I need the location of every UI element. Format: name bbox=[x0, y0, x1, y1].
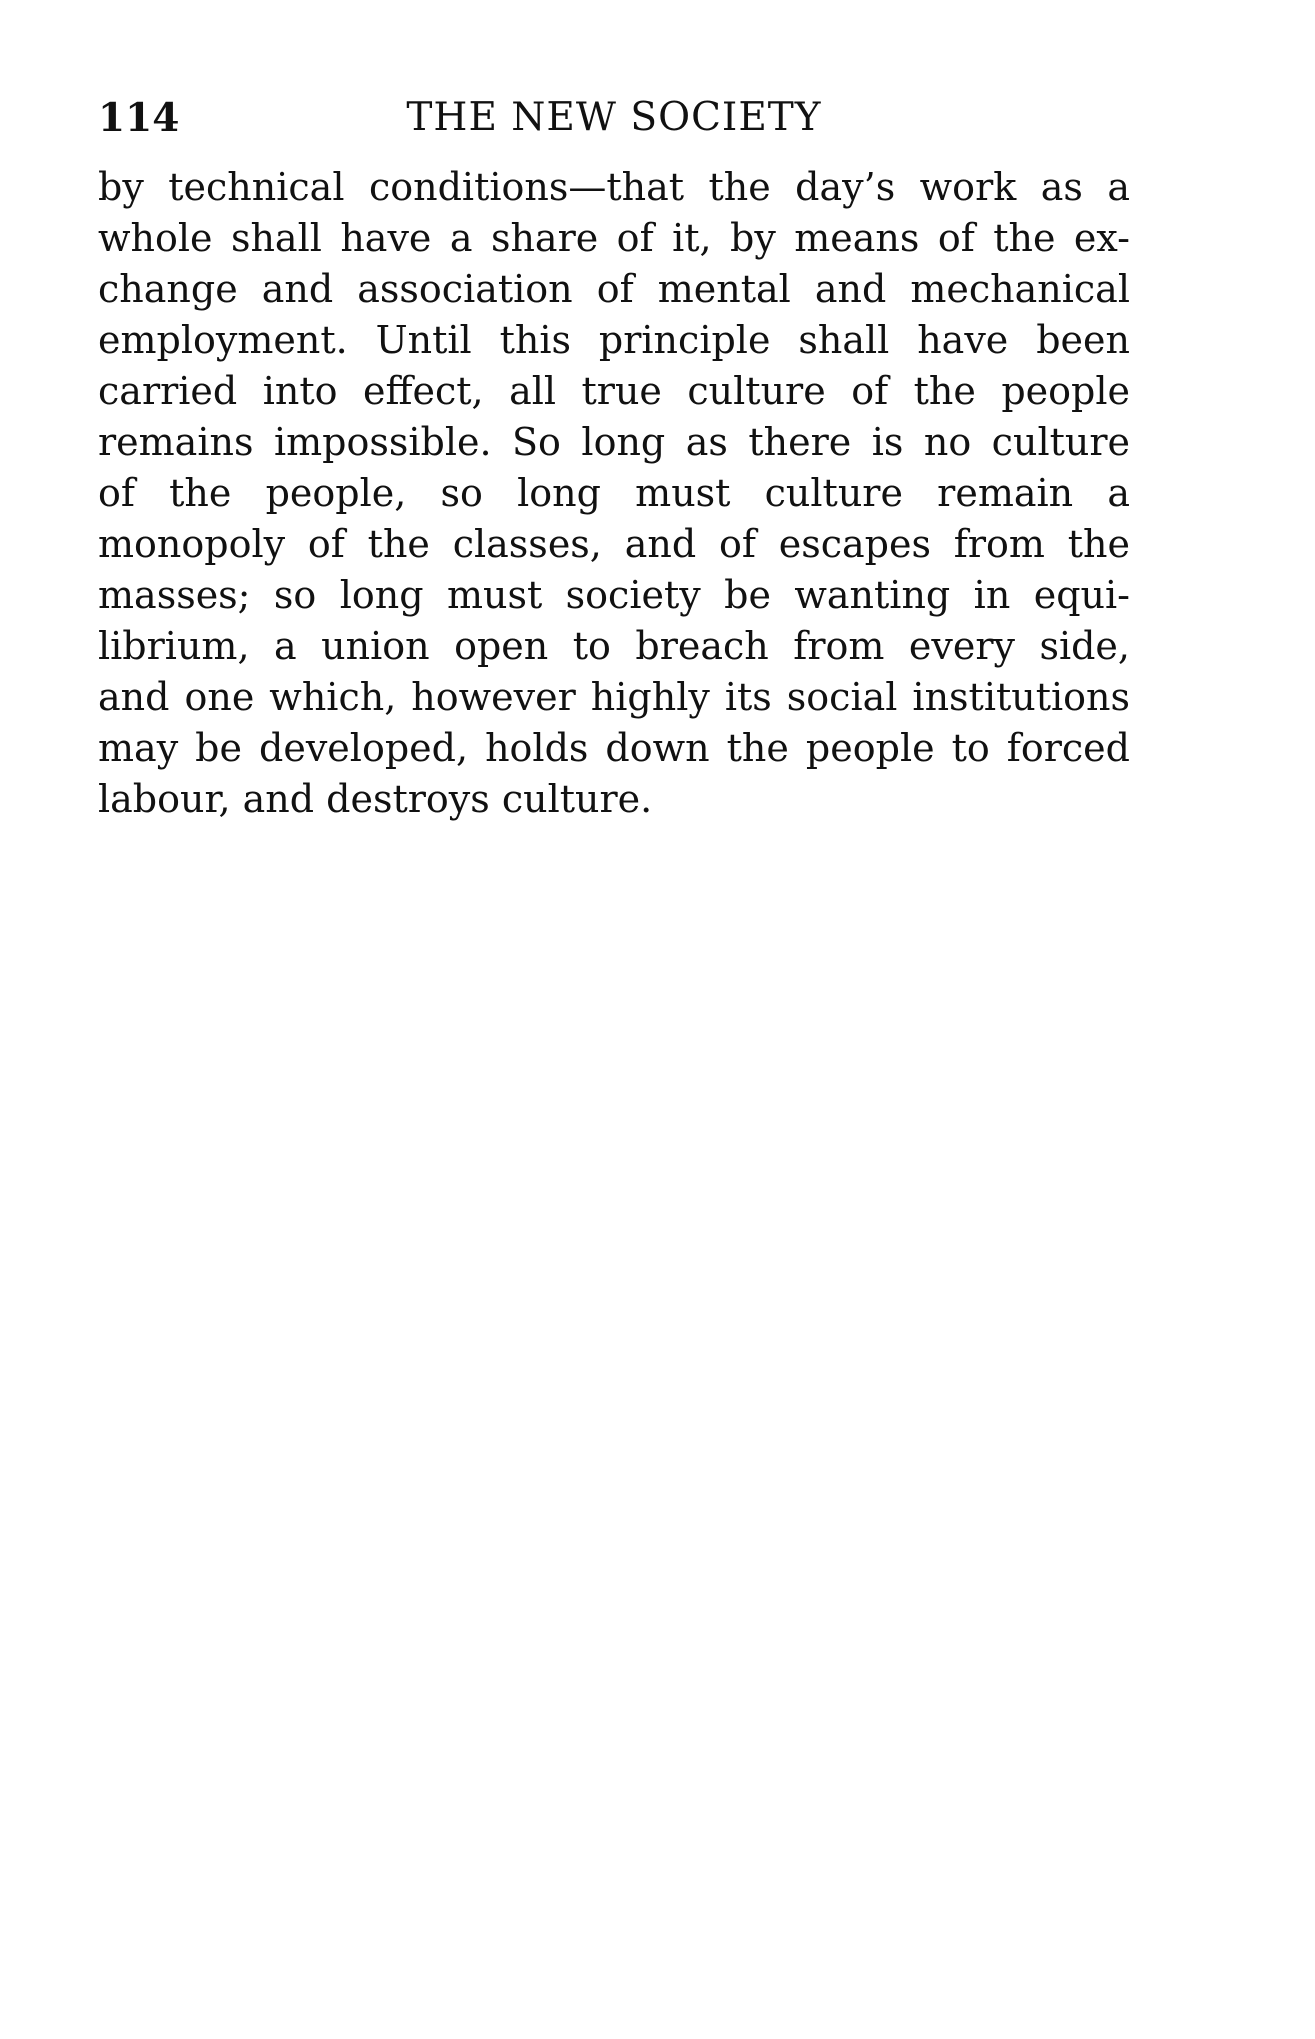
running-head bbox=[98, 90, 1130, 146]
text-line: remains impossible. So long as there is no culture bbox=[98, 420, 1130, 464]
text-line: carried into effect, all true culture of the people bbox=[98, 369, 1130, 413]
text-line: by technical conditions—that the day’s work as a bbox=[98, 165, 1130, 209]
text-line: masses; so long must society be wanting in equi- bbox=[98, 573, 1130, 617]
text-line: of the people, so long must culture remain a bbox=[98, 471, 1130, 515]
text-line: employment. Until this principle shall have been bbox=[98, 318, 1130, 362]
page-number: 114 bbox=[98, 95, 180, 141]
running-title: THE NEW SOCIETY bbox=[406, 95, 822, 140]
text-line: librium, a union open to breach from every side, bbox=[98, 624, 1130, 668]
text-line: monopoly of the classes, and of escapes from the bbox=[98, 522, 1130, 566]
text-line: and one which, however highly its social institutions bbox=[98, 675, 1130, 719]
text-line: may be developed, holds down the people to forced bbox=[98, 726, 1130, 770]
text-line: whole shall have a share of it, by means of the ex- bbox=[98, 216, 1130, 260]
text-line: change and association of mental and mechanical bbox=[98, 267, 1130, 311]
text-line-last: labour, and destroys culture. bbox=[98, 777, 653, 821]
body-text bbox=[98, 162, 1130, 825]
